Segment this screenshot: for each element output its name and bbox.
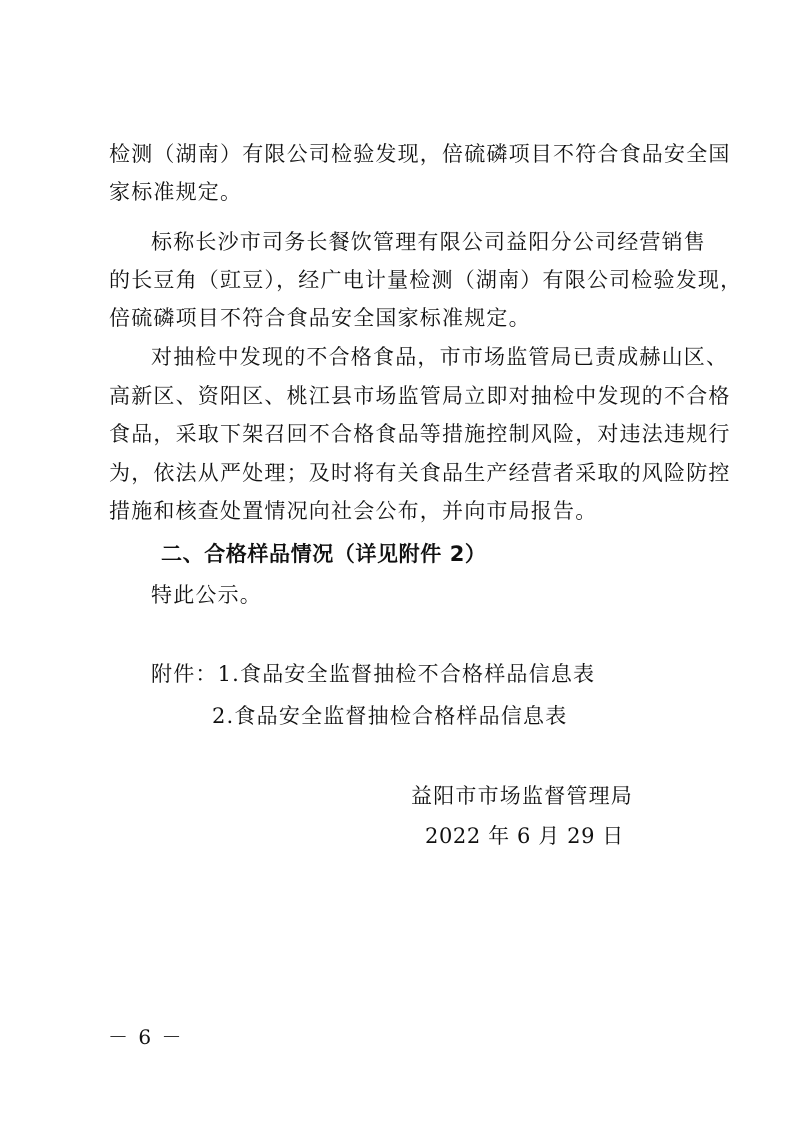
paragraph-3-line-5: 措施和核查处置情况向社会公布，并向市局报告。: [109, 499, 598, 523]
paragraph-2-line-2: 的长豆角（豇豆），经广电计量检测（湖南）有限公司检验发现，: [109, 268, 743, 292]
signature-date: 2022 年 6 月 29 日: [425, 824, 624, 848]
paragraph-1-line-1: 检测（湖南）有限公司检验发现，倍硫磷项目不符合食品安全国: [109, 142, 731, 166]
paragraph-1-line-2: 家标准规定。: [109, 180, 243, 204]
paragraph-3-line-4: 为，依法从严处理；及时将有关食品生产经营者采取的风险防控: [109, 461, 731, 485]
section-heading: 二、合格样品情况（详见附件 2）: [161, 542, 487, 566]
page-number: － 6 －: [108, 1025, 184, 1049]
paragraph-2-line-1: 标称长沙市司务长餐饮管理有限公司益阳分公司经营销售: [151, 230, 706, 254]
notice-text: 特此公示。: [151, 583, 262, 607]
signature-organization: 益阳市市场监督管理局: [411, 784, 633, 808]
paragraph-3-line-2: 高新区、资阳区、桃江县市场监管局立即对抽检中发现的不合格: [109, 384, 731, 408]
paragraph-3-line-1: 对抽检中发现的不合格食品，市市场监管局已责成赫山区、: [151, 345, 729, 369]
attachment-1: 附件：1.食品安全监督抽检不合格样品信息表: [151, 662, 596, 686]
paragraph-3-line-3: 食品，采取下架召回不合格食品等措施控制风险，对违法违规行: [109, 422, 731, 446]
attachment-2: 2.食品安全监督抽检合格样品信息表: [212, 704, 568, 728]
paragraph-2-line-3: 倍硫磷项目不符合食品安全国家标准规定。: [109, 306, 531, 330]
